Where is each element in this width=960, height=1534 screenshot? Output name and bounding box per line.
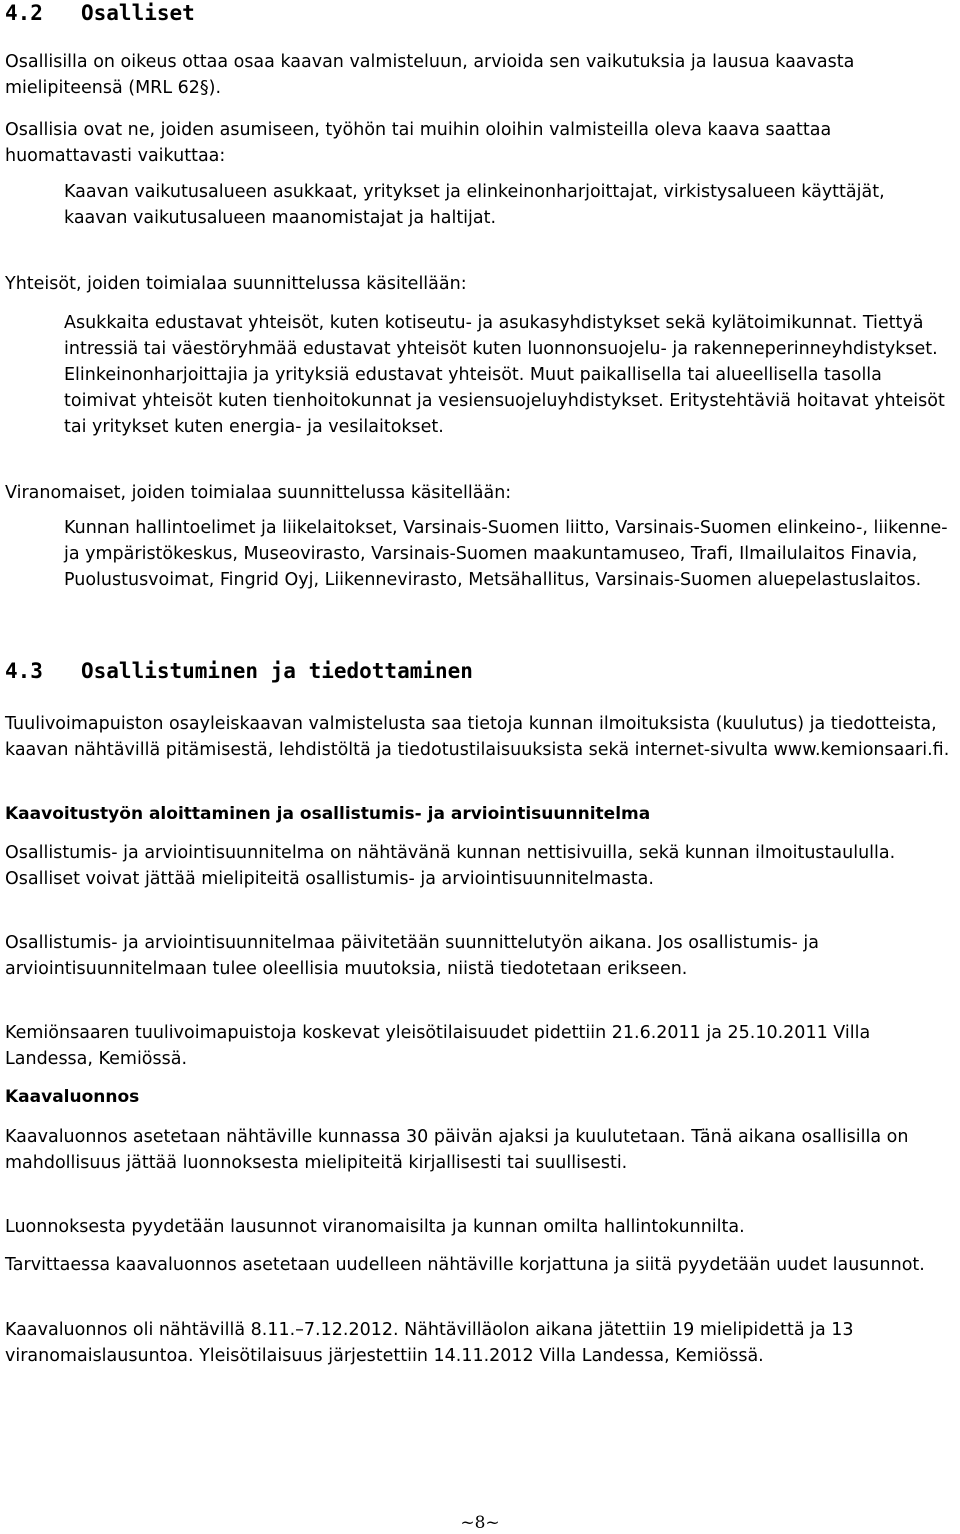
section-heading-4-2: [5, 0, 195, 26]
paragraph: Osallistumis- ja arviointisuunnitelma on nähtävänä kunnan nettisivuilla, sekä kunnan ilmoitustaululla. Osalliset voivat jättää mielipiteitä osallistumis- ja arviointisuunnitelmasta.: [5, 843, 896, 889]
section-heading-4-3: [5, 658, 473, 684]
indented-paragraph: Kaavan vaikutusalueen asukkaat, yritykset ja elinkeinonharjoittajat, virkistysalueen käyttäjät, kaavan vaikutusalueen maanomistajat ja haltijat.: [64, 182, 885, 228]
indented-paragraph: Asukkaita edustavat yhteisöt, kuten kotiseutu- ja asukasyhdistykset sekä kylätoimikunnat. Tiettyä intressiä tai väestöryhmää edustavat yhteisöt kuten luonnonsuojelu- ja rakenneperinneyhdistykset. Elinkeinonharjoittajia ja yrityksiä edustavat yhteisöt. Muut paikallisella tai alueellisella tasolla toimivat yhteisöt kuten tienhoitokunnat ja vesiensuojeluyhdistykset. Eritystehtäviä hoitavat yhteisöt tai yritykset kuten energia- ja vesilaitokset.: [64, 313, 945, 437]
paragraph: Kemiönsaaren tuulivoimapuistoja koskevat yleisötilaisuudet pidettiin 21.6.2011 ja 25.10.2011 Villa Landessa, Kemiössä.: [5, 1023, 871, 1069]
paragraph: Yhteisöt, joiden toimialaa suunnittelussa käsitellään:: [5, 274, 467, 294]
subheading: Kaavaluonnos: [5, 1087, 140, 1107]
section-number: 4.3: [5, 659, 43, 683]
paragraph: Kaavaluonnos asetetaan nähtäville kunnassa 30 päivän ajaksi ja kuulutetaan. Tänä aikana osallisilla on mahdollisuus jättää luonnoksesta mielipiteitä kirjallisesti tai suullisesti.: [5, 1127, 909, 1173]
section-number: 4.2: [5, 1, 43, 25]
paragraph: Viranomaiset, joiden toimialaa suunnittelussa käsitellään:: [5, 483, 512, 503]
paragraph: Osallisia ovat ne, joiden asumiseen, työhön tai muihin oloihin valmisteilla oleva kaava saattaa huomattavasti vaikuttaa:: [5, 120, 832, 166]
section-title: Osalliset: [81, 1, 195, 25]
section-title: Osallistuminen ja tiedottaminen: [81, 659, 473, 683]
paragraph: Kaavaluonnos oli nähtävillä 8.11.–7.12.2012. Nähtävilläolon aikana jätettiin 19 mielipidettä ja 13 viranomaislausuntoa. Yleisötilaisuus järjestettiin 14.11.2012 Villa Landessa, Kemiössä.: [5, 1320, 854, 1366]
paragraph: Luonnoksesta pyydetään lausunnot viranomaisilta ja kunnan omilta hallintokunnilta.: [5, 1217, 745, 1237]
paragraph: Osallisilla on oikeus ottaa osaa kaavan valmisteluun, arvioida sen vaikutuksia ja lausua kaavasta mielipiteensä (MRL 62§).: [5, 52, 855, 98]
paragraph: Tuulivoimapuiston osayleiskaavan valmistelusta saa tietoja kunnan ilmoituksista (kuulutus) ja tiedotteista, kaavan nähtävillä pitämisestä, lehdistöltä ja tiedotustilaisuuksista sekä internet-sivulta www.kemionsaari.fi.: [5, 714, 950, 760]
indented-paragraph: Kunnan hallintoelimet ja liikelaitokset, Varsinais-Suomen liitto, Varsinais-Suomen elinkeino-, liikenne- ja ympäristökeskus, Museovirasto, Varsinais-Suomen maakuntamuseo, Trafi, Ilmailulaitos Finavia, Puolustusvoimat, Fingrid Oyj, Liikennevirasto, Metsähallitus, Varsinais-Suomen aluepelastuslaitos.: [64, 518, 948, 590]
paragraph: Tarvittaessa kaavaluonnos asetetaan uudelleen nähtäville korjattuna ja siitä pyydetään uudet lausunnot.: [5, 1255, 925, 1275]
page-number: ~8~: [460, 1513, 500, 1533]
subheading: Kaavoitustyön aloittaminen ja osallistumis- ja arviointisuunnitelma: [5, 804, 651, 824]
paragraph: Osallistumis- ja arviointisuunnitelmaa päivitetään suunnittelutyön aikana. Jos osallistumis- ja arviointisuunnitelmaan tulee oleellisia muutoksia, niistä tiedotetaan erikseen.: [5, 933, 819, 979]
